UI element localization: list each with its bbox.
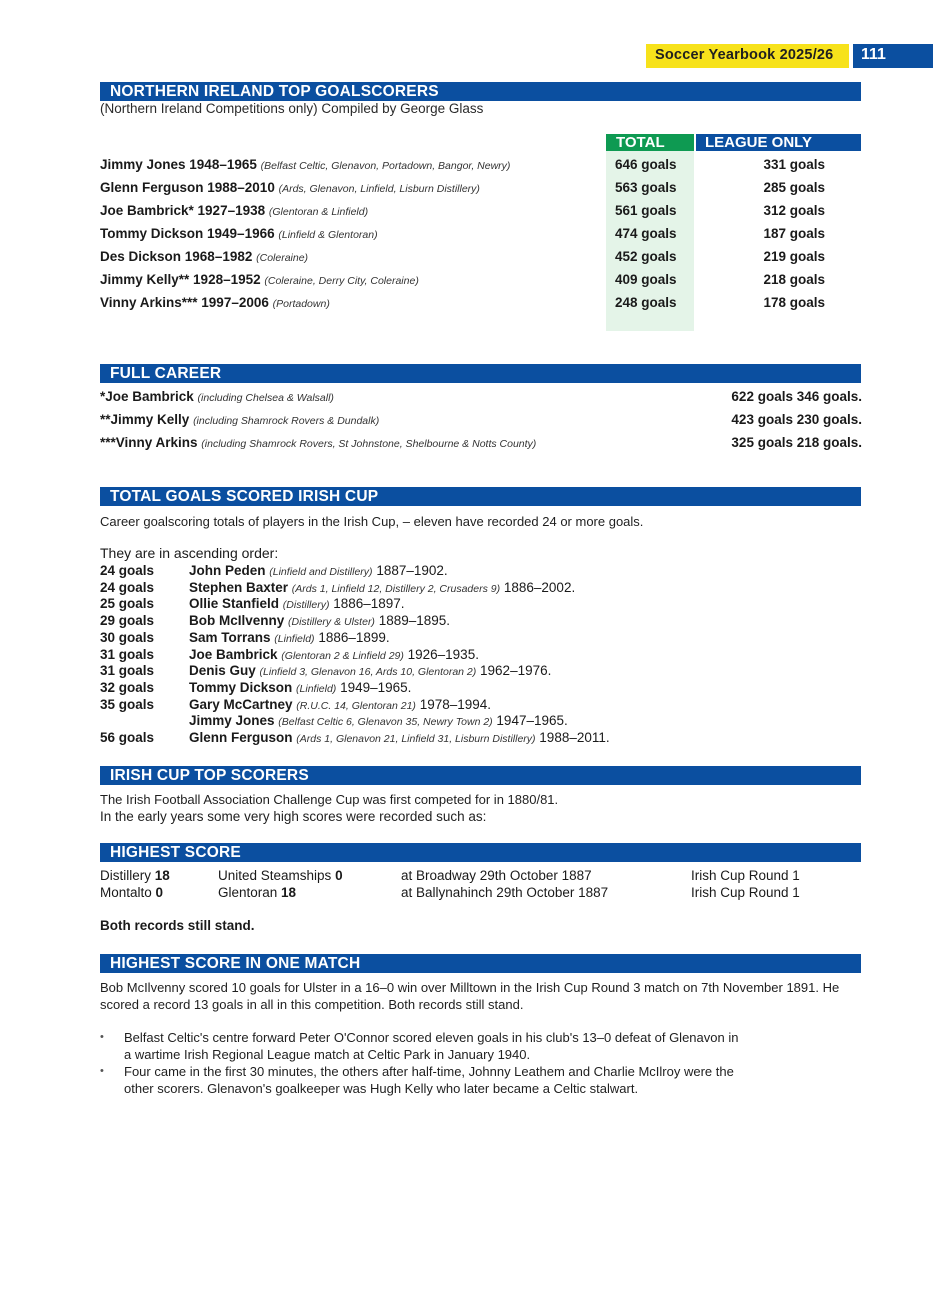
scorer-clubs: (Portadown) bbox=[272, 298, 330, 310]
cup-player bbox=[189, 730, 610, 745]
match-venue: at Ballynahinch 29th October 1887 bbox=[401, 885, 609, 900]
career-note: (including Shamrock Rovers, St Johnstone, Shelbourne & Notts County) bbox=[201, 438, 537, 450]
section-heading-highest-score bbox=[100, 843, 861, 862]
scorer-league: 187 goals bbox=[763, 226, 825, 241]
scorer-name-text: Glenn Ferguson 1988–2010 bbox=[100, 180, 279, 195]
scorer-name-text: Jimmy Kelly** 1928–1952 bbox=[100, 272, 265, 287]
home-team bbox=[100, 885, 163, 900]
cup-goals: 24 goals bbox=[100, 563, 155, 578]
match-round: Irish Cup Round 1 bbox=[691, 885, 800, 900]
cup-goals: 25 goals bbox=[100, 596, 155, 612]
scorer-total: 646 goals bbox=[615, 157, 677, 172]
away-team-score: 18 bbox=[281, 885, 297, 900]
cup-player-name: Glenn Ferguson bbox=[189, 730, 297, 745]
scorer-row bbox=[100, 272, 865, 294]
cup-player-years: 1926–1935. bbox=[403, 646, 479, 662]
page-number-box bbox=[853, 44, 933, 68]
cup-player-clubs: (R.U.C. 14, Glentoran 21) bbox=[296, 699, 416, 712]
yearbook-title-box bbox=[646, 44, 849, 68]
section-heading-full-career bbox=[100, 364, 861, 383]
cup-player-years: 1889–1895. bbox=[374, 613, 451, 629]
scorer-clubs: (Coleraine) bbox=[256, 252, 309, 264]
scorer-total: 563 goals bbox=[615, 180, 677, 195]
home-team-name: Distillery bbox=[100, 868, 155, 883]
home-team-name: Montalto bbox=[100, 885, 156, 900]
section-heading-text: NORTHERN IRELAND TOP GOALSCORERS bbox=[110, 83, 439, 100]
scorer-name-text: Jimmy Jones 1948–1965 bbox=[100, 157, 261, 172]
section-heading-top-scorers bbox=[100, 82, 861, 101]
scorer-clubs: (Coleraine, Derry City, Coleraine) bbox=[264, 275, 419, 287]
cup-player-name: Bob McIlvenny bbox=[189, 613, 289, 629]
bullet-dot-icon: • bbox=[100, 1031, 104, 1043]
section-heading-text: TOTAL GOALS SCORED IRISH CUP bbox=[110, 488, 379, 505]
career-note: (including Shamrock Rovers & Dundalk) bbox=[193, 415, 380, 427]
career-name: ***Vinny Arkins bbox=[100, 435, 202, 450]
away-team bbox=[218, 868, 343, 883]
column-header-total-label: TOTAL bbox=[616, 134, 665, 151]
cup-player-clubs: (Distillery) bbox=[282, 599, 330, 612]
cup-player bbox=[189, 713, 568, 728]
cup-player bbox=[189, 596, 405, 611]
career-values: 622 goals 346 goals. bbox=[731, 389, 862, 404]
column-header-league-label: LEAGUE ONLY bbox=[705, 134, 812, 151]
scorer-name bbox=[100, 249, 308, 264]
career-note: (including Chelsea & Walsall) bbox=[197, 392, 334, 404]
cup-player-years: 1947–1965. bbox=[492, 713, 568, 729]
cup-player-years: 1978–1994. bbox=[415, 696, 492, 712]
scorer-total: 474 goals bbox=[615, 226, 677, 241]
scorer-name-text: Tommy Dickson 1949–1966 bbox=[100, 226, 279, 241]
home-team-score: 18 bbox=[154, 868, 170, 883]
scorer-clubs: (Belfast Celtic, Glenavon, Portadown, Bangor, Newry) bbox=[260, 160, 511, 172]
cup-player-years: 1949–1965. bbox=[336, 679, 412, 695]
cup-player bbox=[189, 613, 450, 628]
cup-player-name: Joe Bambrick bbox=[189, 646, 282, 662]
cup-player bbox=[189, 630, 390, 645]
column-header-total bbox=[606, 134, 694, 151]
column-header-league bbox=[696, 134, 861, 151]
cup-player-name: Tommy Dickson bbox=[189, 679, 297, 695]
cup-player bbox=[189, 580, 575, 595]
bullet-dot-icon: • bbox=[100, 1065, 104, 1077]
scorer-league: 312 goals bbox=[763, 203, 825, 218]
cup-player-name: Ollie Stanfield bbox=[189, 596, 283, 612]
page-number: 111 bbox=[861, 46, 886, 63]
scorer-league: 178 goals bbox=[763, 295, 825, 310]
cup-player-clubs: (Glentoran 2 & Linfield 29) bbox=[281, 649, 404, 662]
one-match-paragraph: Bob McIlvenny scored 10 goals for Ulster in a 16–0 win over Milltown in the Irish Cup Round 3 match on 7th November 1891. He scored a record 13 goals in all in this competition. Both records still stand. bbox=[100, 980, 840, 1012]
cup-goals: 30 goals bbox=[100, 629, 155, 645]
section-heading-text: HIGHEST SCORE bbox=[110, 844, 241, 861]
match-venue: at Broadway 29th October 1887 bbox=[401, 868, 592, 883]
cup-player-clubs: (Distillery & Ulster) bbox=[288, 616, 375, 629]
cup-player-clubs: (Ards 1, Linfield 12, Distillery 2, Crusaders 9) bbox=[291, 582, 501, 595]
cup-player bbox=[189, 697, 491, 712]
scorer-name bbox=[100, 226, 378, 241]
cup-player bbox=[189, 680, 411, 695]
cup-player-clubs: (Linfield) bbox=[296, 682, 337, 695]
cup-player-years: 1988–2011. bbox=[535, 730, 610, 745]
away-team bbox=[218, 885, 296, 900]
scorer-row bbox=[100, 180, 865, 202]
section-subheading: (Northern Ireland Competitions only) Compiled by George Glass bbox=[100, 101, 484, 116]
cup-goals: 31 goals bbox=[100, 646, 155, 662]
cup-player-clubs: (Linfield) bbox=[274, 632, 315, 645]
section-heading-text: HIGHEST SCORE IN ONE MATCH bbox=[110, 955, 361, 972]
cup-goals: 56 goals bbox=[100, 730, 155, 745]
section-heading-text: FULL CAREER bbox=[110, 365, 222, 382]
cup-player-name: Denis Guy bbox=[189, 663, 260, 679]
scorer-league: 331 goals bbox=[763, 157, 825, 172]
cup-goals: 31 goals bbox=[100, 663, 155, 679]
scorer-row bbox=[100, 203, 865, 225]
career-row bbox=[100, 435, 862, 457]
cup-player-clubs: (Linfield and Distillery) bbox=[269, 566, 373, 578]
career-values: 423 goals 230 goals. bbox=[731, 412, 862, 427]
yearbook-title: Soccer Yearbook 2025/26 bbox=[655, 47, 834, 63]
cup-player-years: 1962–1976. bbox=[476, 663, 552, 679]
scorer-clubs: (Linfield & Glentoran) bbox=[278, 229, 378, 241]
cup-player-clubs: (Belfast Celtic 6, Glenavon 35, Newry Town 2) bbox=[278, 716, 493, 729]
away-team-score: 0 bbox=[335, 868, 343, 883]
scorer-league: 219 goals bbox=[763, 249, 825, 264]
scorer-name-text: Des Dickson 1968–1982 bbox=[100, 249, 257, 264]
cup-player-name: John Peden bbox=[189, 563, 270, 578]
scorer-row bbox=[100, 249, 865, 271]
scorer-league: 285 goals bbox=[763, 180, 825, 195]
cup-player-name: Sam Torrans bbox=[189, 629, 275, 645]
career-row bbox=[100, 389, 862, 411]
scorer-row bbox=[100, 157, 865, 179]
scorer-name bbox=[100, 157, 510, 172]
scorer-total: 409 goals bbox=[615, 272, 677, 287]
away-team-name: Glentoran bbox=[218, 885, 282, 900]
cup-player-clubs: (Ards 1, Glenavon 21, Linfield 31, Lisburn Distillery) bbox=[296, 733, 536, 745]
scorer-row bbox=[100, 295, 865, 317]
bullet-text: Four came in the first 30 minutes, the others after half-time, Johnny Leathem and Charlie McIlroy were the other scorers. Glenavon's goalkeeper was Hugh Kelly who later became a Celtic stalwart. bbox=[124, 1064, 734, 1096]
career-name: *Joe Bambrick bbox=[100, 389, 198, 404]
irish-cup-history-line1: The Irish Football Association Challenge Cup was first competed for in 1880/81. bbox=[100, 792, 559, 807]
cup-player bbox=[189, 563, 448, 578]
cup-player-name: Stephen Baxter bbox=[189, 579, 292, 595]
section-heading-text: IRISH CUP TOP SCORERS bbox=[110, 767, 309, 784]
irish-cup-history-line2: In the early years some very high scores were recorded such as: bbox=[100, 809, 487, 824]
cup-player-years: 1886–2002. bbox=[500, 579, 576, 595]
home-team bbox=[100, 868, 170, 883]
records-note: Both records still stand. bbox=[100, 918, 255, 933]
scorer-name bbox=[100, 295, 330, 310]
cup-goals: 24 goals bbox=[100, 579, 155, 595]
cup-goals: 32 goals bbox=[100, 679, 155, 695]
cup-player-name: Jimmy Jones bbox=[189, 713, 279, 729]
scorer-row bbox=[100, 226, 865, 248]
cup-player-years: 1886–1897. bbox=[329, 596, 405, 612]
scorer-total: 248 goals bbox=[615, 295, 677, 310]
away-team-name: United Steamships bbox=[218, 868, 336, 883]
scorer-name-text: Vinny Arkins*** 1997–2006 bbox=[100, 295, 273, 310]
scorer-clubs: (Glentoran & Linfield) bbox=[268, 206, 369, 218]
match-round: Irish Cup Round 1 bbox=[691, 868, 800, 883]
career-name: **Jimmy Kelly bbox=[100, 412, 194, 427]
career-values: 325 goals 218 goals. bbox=[731, 435, 862, 450]
section-heading-one-match bbox=[100, 954, 861, 973]
section-heading-irish-cup-totals bbox=[100, 487, 861, 506]
cup-player-name: Gary McCartney bbox=[189, 696, 297, 712]
cup-player bbox=[189, 647, 479, 662]
cup-player-years: 1887–1902. bbox=[372, 563, 448, 578]
scorer-league: 218 goals bbox=[763, 272, 825, 287]
order-note: They are in ascending order: bbox=[100, 545, 279, 561]
cup-goals: 35 goals bbox=[100, 696, 155, 712]
scorer-name-text: Joe Bambrick* 1927–1938 bbox=[100, 203, 269, 218]
cup-player bbox=[189, 663, 551, 678]
bullet-text: Belfast Celtic's centre forward Peter O'Connor scored eleven goals in his club's 13–0 defeat of Glenavon in a wartime Irish Regional League match at Celtic Park in January 1940. bbox=[124, 1030, 739, 1062]
scorer-name bbox=[100, 272, 419, 287]
scorer-total: 561 goals bbox=[615, 203, 677, 218]
scorer-name bbox=[100, 203, 368, 218]
scorer-clubs: (Ards, Glenavon, Linfield, Lisburn Distillery) bbox=[278, 183, 480, 195]
cup-goals: 29 goals bbox=[100, 613, 155, 629]
cup-player-clubs: (Linfield 3, Glenavon 16, Ards 10, Glentoran 2) bbox=[259, 666, 477, 679]
scorer-name bbox=[100, 180, 480, 195]
irish-cup-intro: Career goalscoring totals of players in the Irish Cup, – eleven have recorded 24 or more goals. bbox=[100, 514, 644, 529]
cup-player-years: 1886–1899. bbox=[314, 629, 390, 645]
scorer-total: 452 goals bbox=[615, 249, 677, 264]
home-team-score: 0 bbox=[155, 885, 164, 900]
section-heading-irish-cup-top bbox=[100, 766, 861, 785]
career-row bbox=[100, 412, 862, 434]
